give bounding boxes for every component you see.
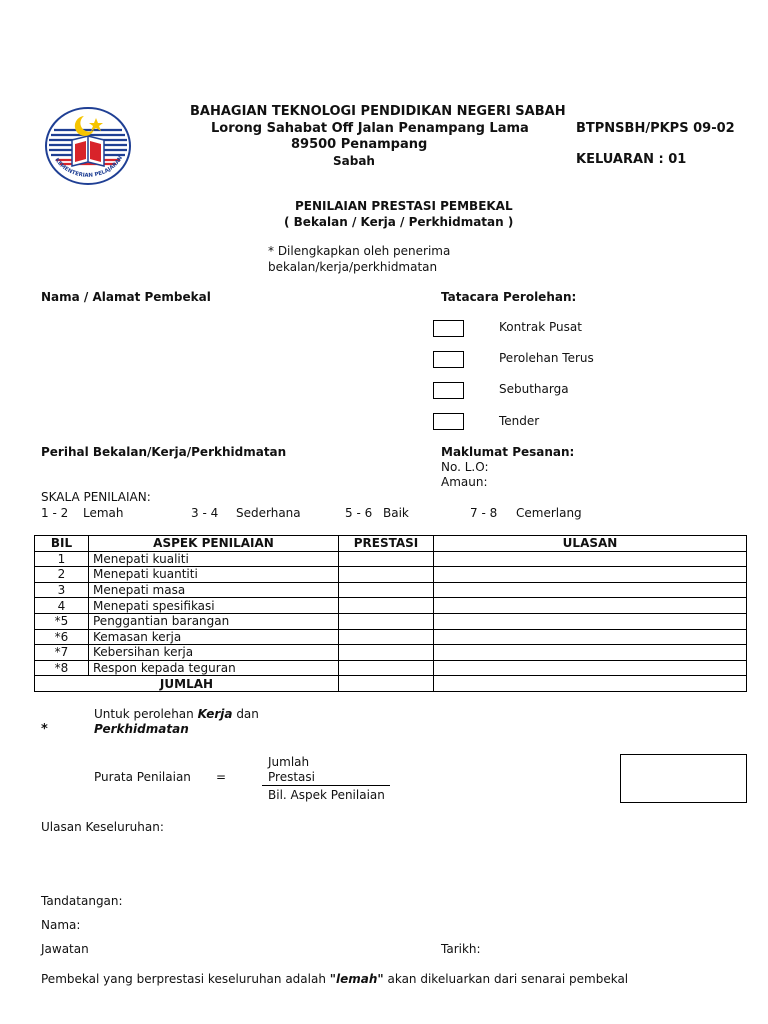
scale-range-2: 3 - 4 [191, 506, 219, 520]
scale-range-3: 5 - 6 [345, 506, 373, 520]
option-perolehan-terus: Perolehan Terus [499, 351, 594, 365]
option-kontrak-pusat: Kontrak Pusat [499, 320, 582, 334]
signature-label: Tandatangan: [41, 894, 123, 908]
row-prestasi-cell[interactable] [339, 660, 434, 676]
row-bil: *7 [35, 645, 89, 661]
row-aspek: Menepati kuantiti [89, 567, 339, 583]
row-aspek: Respon kepada teguran [89, 660, 339, 676]
position-label: Jawatan [41, 942, 89, 956]
row-prestasi-cell[interactable] [339, 645, 434, 661]
name-label: Nama: [41, 918, 81, 932]
footer-note [41, 972, 628, 986]
row-prestasi-cell[interactable] [339, 582, 434, 598]
checkbox-perolehan-terus[interactable] [433, 351, 464, 368]
note-line-1: * Dilengkapkan oleh penerima [268, 244, 451, 258]
procurement-label: Tatacara Perolehan: [441, 290, 577, 304]
checkbox-tender[interactable] [433, 413, 464, 430]
footer-text-b: akan dikeluarkan dari senarai pembekal [383, 972, 629, 986]
scale-label: SKALA PENILAIAN: [41, 490, 151, 504]
order-info-label: Maklumat Pesanan: [441, 445, 575, 459]
row-ulasan-cell[interactable] [434, 629, 747, 645]
row-bil: *5 [35, 613, 89, 629]
header-ulasan: ULASAN [434, 536, 747, 552]
total-label: JUMLAH [35, 676, 339, 692]
average-numerator-2: Prestasi [268, 770, 315, 784]
header-bil: BIL [35, 536, 89, 552]
checkbox-sebutharga[interactable] [433, 382, 464, 399]
footnote-text-a: Untuk perolehan [94, 707, 198, 721]
ministry-logo [44, 106, 132, 186]
row-ulasan-cell[interactable] [434, 567, 747, 583]
table-row [35, 567, 747, 583]
checkbox-kontrak-pusat[interactable] [433, 320, 464, 337]
row-ulasan-cell[interactable] [434, 660, 747, 676]
average-denominator: Bil. Aspek Penilaian [268, 788, 385, 802]
footnote-kerja: Kerja [197, 707, 233, 721]
scale-desc-1: Lemah [83, 506, 124, 520]
form-title: PENILAIAN PRESTASI PEMBEKAL [295, 199, 513, 213]
org-line-4: Sabah [333, 154, 375, 168]
average-numerator-1: Jumlah [268, 755, 310, 769]
table-row [35, 582, 747, 598]
org-line-1: BAHAGIAN TEKNOLOGI PENDIDIKAN NEGERI SABAH [190, 104, 566, 119]
date-label: Tarikh: [441, 942, 481, 956]
footer-text-a: Pembekal yang berprestasi keseluruhan adalah [41, 972, 330, 986]
header-prestasi: PRESTASI [339, 536, 434, 552]
row-bil: *6 [35, 629, 89, 645]
row-prestasi-cell[interactable] [339, 551, 434, 567]
scale-range-4: 7 - 8 [470, 506, 498, 520]
table-row [35, 660, 747, 676]
table-total-row [35, 676, 747, 692]
scale-range-1: 1 - 2 [41, 506, 69, 520]
row-prestasi-cell[interactable] [339, 629, 434, 645]
org-line-2: Lorong Sahabat Off Jalan Penampang Lama [211, 121, 529, 136]
table-row [35, 598, 747, 614]
lo-number-label: No. L.O: [441, 460, 489, 474]
row-aspek: Kemasan kerja [89, 629, 339, 645]
amount-label: Amaun: [441, 475, 488, 489]
form-subtitle: ( Bekalan / Kerja / Perkhidmatan ) [284, 215, 514, 229]
row-ulasan-cell[interactable] [434, 613, 747, 629]
header-aspek: ASPEK PENILAIAN [89, 536, 339, 552]
row-ulasan-cell[interactable] [434, 598, 747, 614]
footer-lemah: "lemah" [329, 972, 384, 986]
org-line-3: 89500 Penampang [291, 137, 428, 152]
row-bil: 2 [35, 567, 89, 583]
row-aspek: Penggantian barangan [89, 613, 339, 629]
supplier-label: Nama / Alamat Pembekal [41, 290, 211, 304]
scale-desc-3: Baik [383, 506, 409, 520]
footnote-line-1 [94, 707, 259, 721]
logo-text: KEMENTERIAN PELAJARAN [53, 155, 125, 179]
table-row [35, 551, 747, 567]
row-aspek: Menepati spesifikasi [89, 598, 339, 614]
row-prestasi-cell[interactable] [339, 567, 434, 583]
row-ulasan-cell[interactable] [434, 551, 747, 567]
overall-comment-label: Ulasan Keseluruhan: [41, 820, 164, 834]
table-row [35, 613, 747, 629]
footnote-star: * [41, 722, 48, 737]
note-line-2: bekalan/kerja/perkhidmatan [268, 260, 438, 274]
issue-number: KELUARAN : 01 [576, 152, 687, 167]
row-ulasan-cell[interactable] [434, 582, 747, 598]
footnote-perkhidmatan: Perkhidmatan [94, 722, 189, 736]
total-prestasi-cell[interactable] [339, 676, 434, 692]
average-equals: = [216, 770, 227, 784]
row-prestasi-cell[interactable] [339, 598, 434, 614]
option-sebutharga: Sebutharga [499, 382, 569, 396]
row-aspek: Menepati masa [89, 582, 339, 598]
perihal-label: Perihal Bekalan/Kerja/Perkhidmatan [41, 445, 287, 459]
row-bil: 1 [35, 551, 89, 567]
row-aspek: Kebersihan kerja [89, 645, 339, 661]
table-row [35, 629, 747, 645]
reference-code: BTPNSBH/PKPS 09-02 [576, 121, 735, 136]
average-result-box[interactable] [620, 754, 747, 803]
scale-desc-2: Sederhana [236, 506, 301, 520]
table-header-row [35, 536, 747, 552]
average-label: Purata Penilaian [94, 770, 191, 784]
row-bil: 3 [35, 582, 89, 598]
total-ulasan-cell[interactable] [434, 676, 747, 692]
option-tender: Tender [499, 414, 540, 428]
scale-desc-4: Cemerlang [516, 506, 582, 520]
row-prestasi-cell[interactable] [339, 613, 434, 629]
row-ulasan-cell[interactable] [434, 645, 747, 661]
row-bil: 4 [35, 598, 89, 614]
footnote-text-b: dan [232, 707, 259, 721]
table-row [35, 645, 747, 661]
fraction-line [262, 785, 390, 786]
row-aspek: Menepati kualiti [89, 551, 339, 567]
row-bil: *8 [35, 660, 89, 676]
assessment-table [34, 535, 747, 692]
